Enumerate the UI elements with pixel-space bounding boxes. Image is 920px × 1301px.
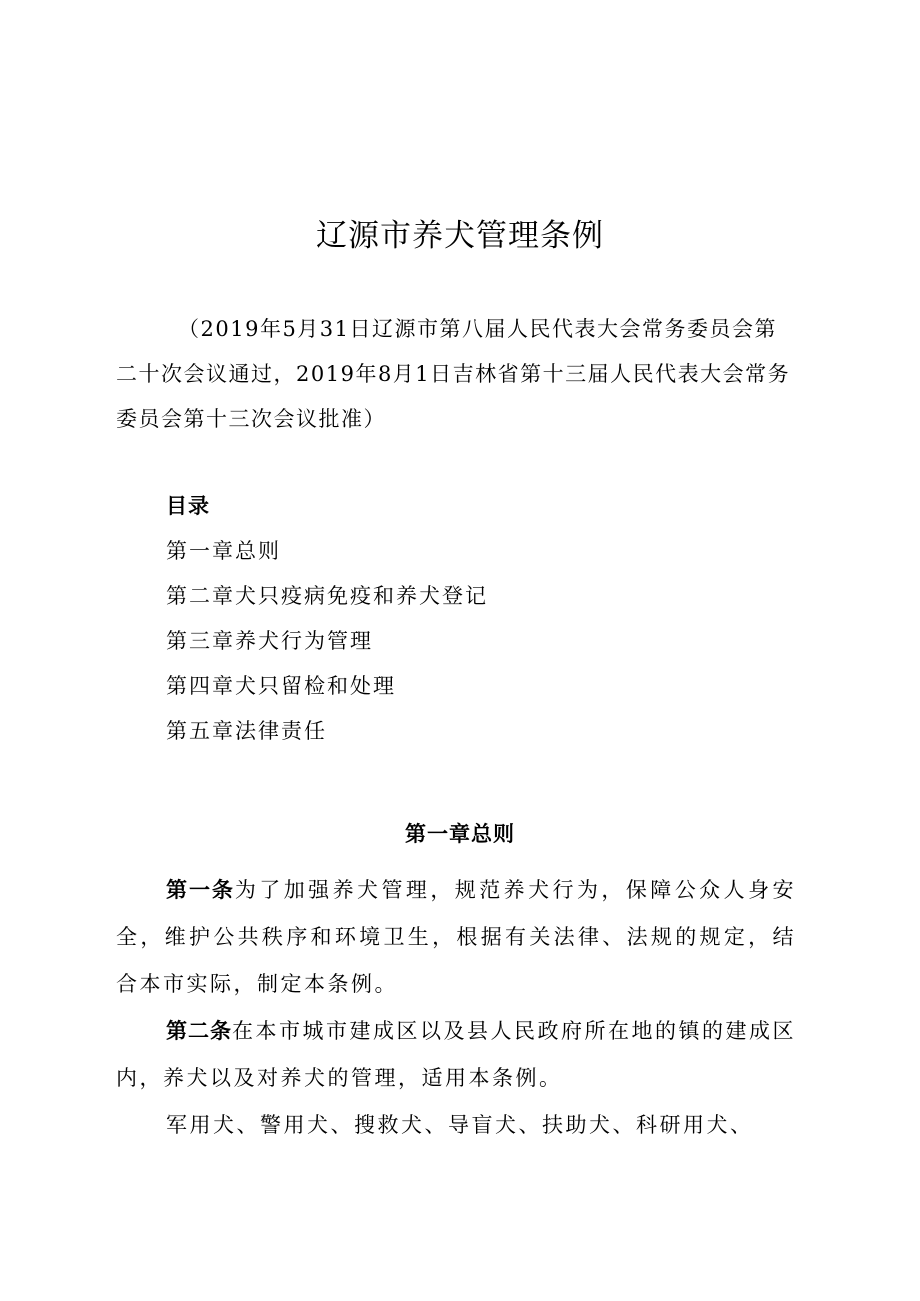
toc-item-chapter-5: 第五章法律责任	[166, 719, 327, 743]
article-2	[116, 1008, 796, 1102]
chapter-body	[116, 867, 796, 1149]
toc-heading: 目录	[166, 494, 210, 518]
toc-item-chapter-3: 第三章养犬行为管理	[166, 629, 373, 653]
toc-item-chapter-4: 第四章犬只留检和处理	[166, 674, 396, 698]
article-1-text: 为了加强养犬管理，规范养犬行为，保障公众人身安全，维护公共秩序和环境卫生，根据有关法律、法规的规定，结合本市实际，制定本条例。	[116, 878, 797, 996]
article-1	[116, 867, 796, 1008]
chapter-heading: 第一章总则	[405, 822, 515, 846]
article-1-label: 第一条	[166, 878, 235, 902]
toc-item-chapter-1: 第一章总则	[166, 539, 281, 563]
article-2-label: 第二条	[166, 1019, 232, 1043]
adoption-note: （2019年5月31日辽源市第八届人民代表大会常务委员会第二十次会议通过，2019年8月1日吉林省第十三届人民代表大会常务委员会第十三次会议批准）	[116, 317, 791, 431]
toc-item-chapter-2: 第二章犬只疫病免疫和养犬登记	[166, 584, 488, 608]
article-2-continuation: 军用犬、警用犬、搜救犬、导盲犬、扶助犬、科研用犬、	[166, 1113, 754, 1137]
article-2-text: 在本市城市建成区以及县人民政府所在地的镇的建成区内，养犬以及对养犬的管理，适用本条例。	[116, 1019, 796, 1090]
document-title: 辽源市养犬管理条例	[316, 218, 604, 254]
table-of-contents	[166, 484, 488, 754]
